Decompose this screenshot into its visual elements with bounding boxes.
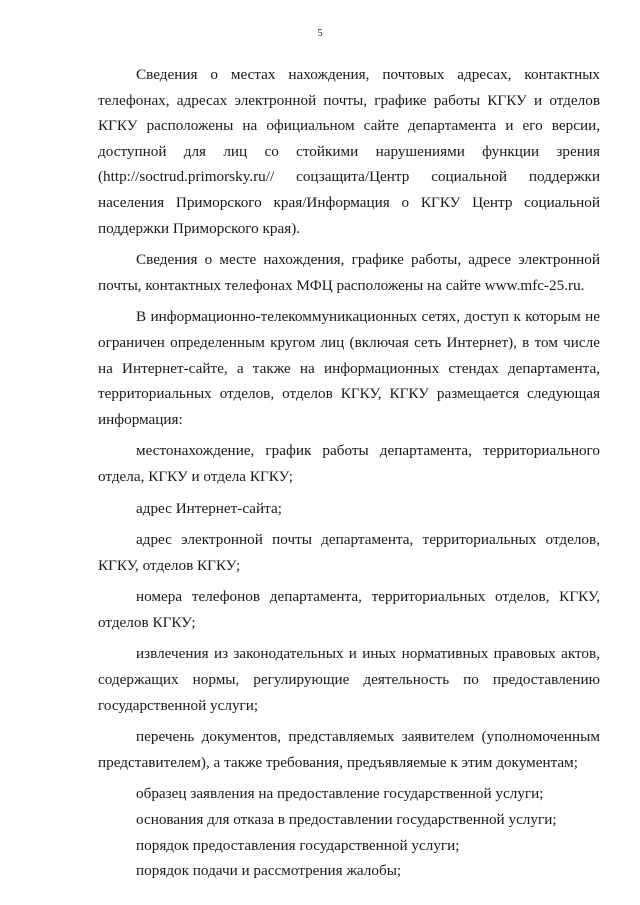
paragraph-info-networks: В информационно-телекоммуникационных сетях, доступ к которым не ограничен определенным кругом лиц (включая сеть Интернет), в том числе на Интернет-сайте, а также на информационных стендах департамента, территориальных отделов, отделов КГКУ, КГКУ размещается следующая информация: <box>98 308 600 428</box>
list-item-phone-numbers: номера телефонов департамента, территориальных отделов, КГКУ, отделов КГКУ; <box>98 588 600 631</box>
document-body <box>98 62 600 884</box>
list-item-legal-extracts: извлечения из законодательных и иных нормативных правовых актов, содержащих нормы, регулирующие деятельность по предоставлению государственной услуги; <box>98 645 600 714</box>
list-item-website-address: адрес Интернет-сайта; <box>136 499 282 517</box>
paragraph-mfc-info: Сведения о месте нахождения, графике работы, адресе электронной почты, контактных телефонах МФЦ расположены на сайте www.mfc-25.ru. <box>98 251 600 294</box>
list-item-service-procedure: порядок предоставления государственной услуги; <box>136 836 460 854</box>
list-item-location-schedule: местонахождение, график работы департамента, территориального отдела, КГКУ и отдела КГКУ; <box>98 442 600 485</box>
page-number: 5 <box>317 28 323 39</box>
list-item-application-sample: образец заявления на предоставление государственной услуги; <box>136 785 544 803</box>
list-item-documents-list: перечень документов, представляемых заявителем (уполномоченным представителем), а также требования, предъявляемые к этим документам; <box>98 728 600 771</box>
list-item-refusal-grounds: основания для отказа в предоставлении государственной услуги; <box>136 811 557 829</box>
list-item-email-address: адрес электронной почты департамента, территориальных отделов, КГКУ, отделов КГКУ; <box>98 531 600 574</box>
list-item-complaint-procedure: порядок подачи и рассмотрения жалобы; <box>136 862 402 880</box>
paragraph-info-locations: Сведения о местах нахождения, почтовых адресах, контактных телефонах, адресах электронной почты, графике работы КГКУ и отделов КГКУ расположены на официальном сайте департамента и его версии, доступной для лиц со стойкими нарушениями функции зрения (http://soctrud.primorsky.ru// соцзащита/Центр социальной поддержки населения Приморского края/Информация о КГКУ Центр социальной поддержки Приморского края). <box>98 66 600 237</box>
